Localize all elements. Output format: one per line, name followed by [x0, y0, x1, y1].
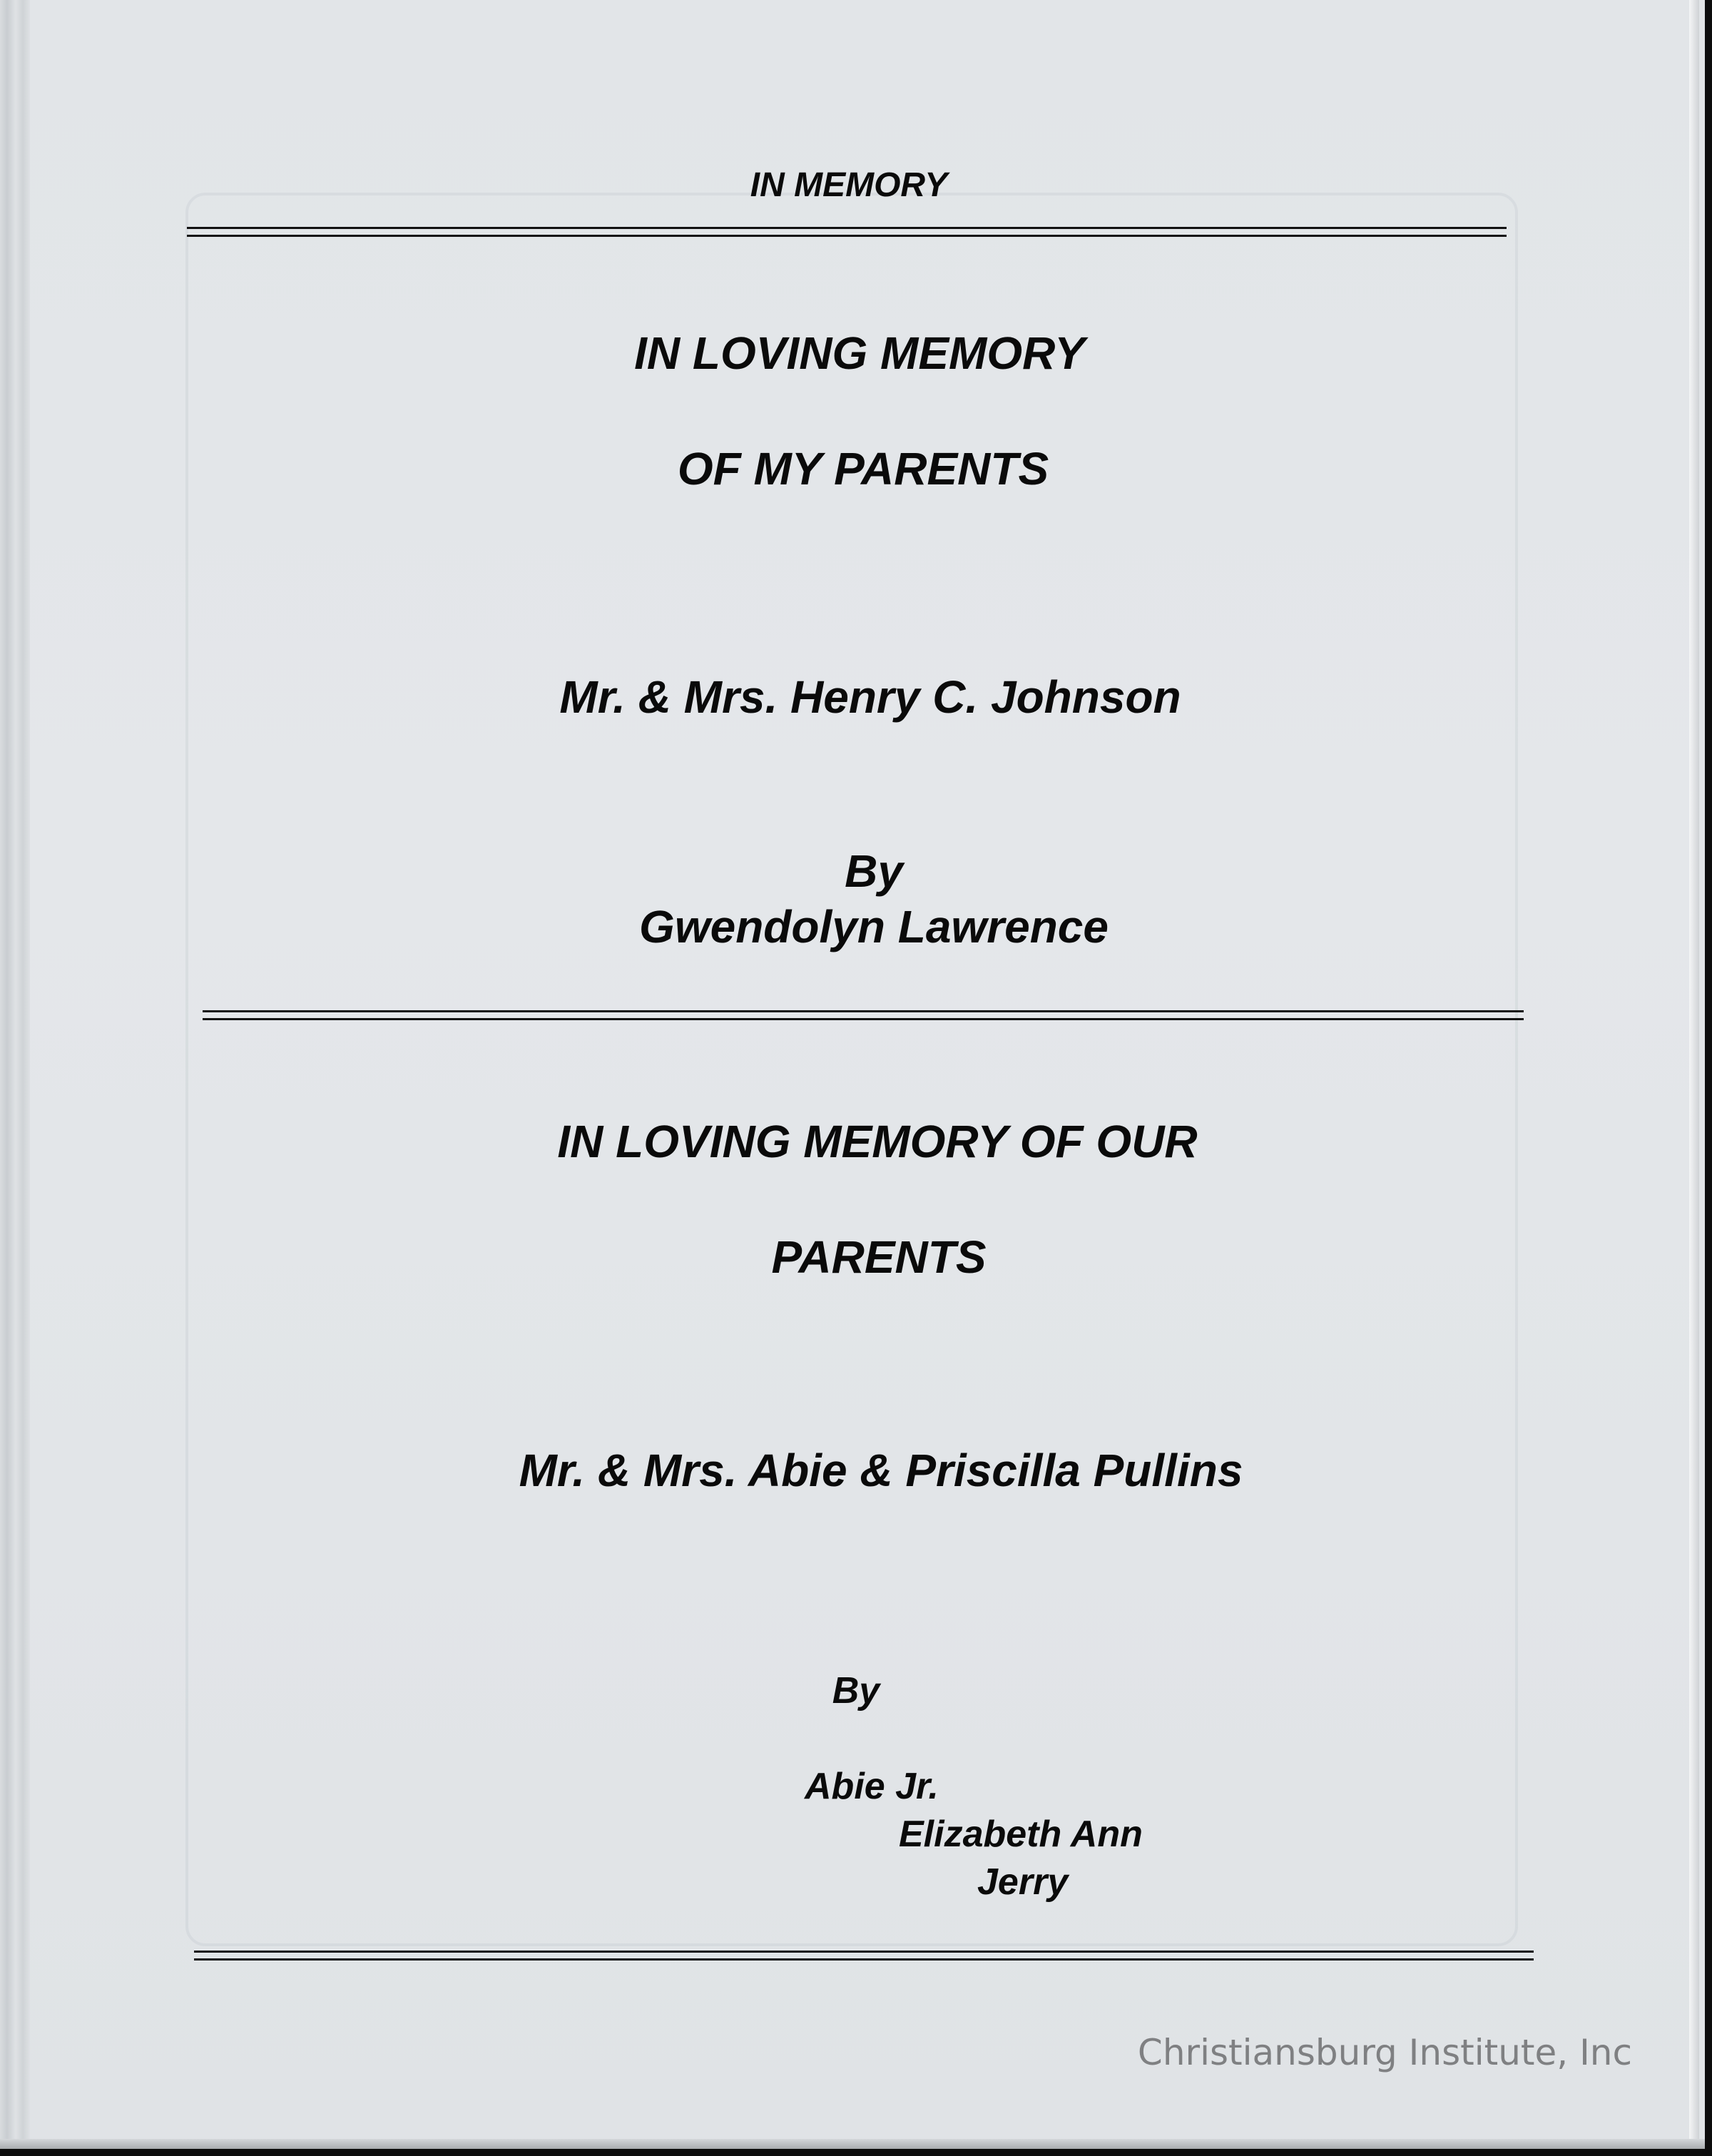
page-header-title: IN MEMORY	[750, 166, 948, 204]
memorial-1-honorees: Mr. & Mrs. Henry C. Johnson	[559, 671, 1181, 723]
bottom-double-rule	[194, 1951, 1534, 1961]
middle-double-rule	[203, 1010, 1524, 1020]
watermark-text: Christiansburg Institute, Inc	[1137, 2032, 1632, 2073]
top-double-rule	[187, 227, 1507, 237]
memorial-2-heading-line1: IN LOVING MEMORY OF OUR	[557, 1116, 1198, 1167]
memorial-1-by-label: By	[845, 845, 903, 897]
memorial-1-author: Gwendolyn Lawrence	[639, 901, 1109, 952]
page-bottom-edge	[0, 2139, 1705, 2149]
memorial-1-heading-line1: IN LOVING MEMORY	[634, 327, 1085, 379]
page-right-edge	[1689, 0, 1699, 2149]
memorial-2-by-label: By	[832, 1670, 880, 1712]
memorial-2-author-2: Elizabeth Ann	[899, 1814, 1143, 1855]
memorial-2-heading-line2: PARENTS	[771, 1231, 987, 1283]
memorial-2-honorees: Mr. & Mrs. Abie & Priscilla Pullins	[519, 1445, 1243, 1496]
memorial-2-author-3: Jerry	[977, 1861, 1069, 1903]
memorial-1-heading-line2: OF MY PARENTS	[677, 443, 1049, 494]
memorial-2-author-1: Abie Jr.	[805, 1766, 939, 1807]
